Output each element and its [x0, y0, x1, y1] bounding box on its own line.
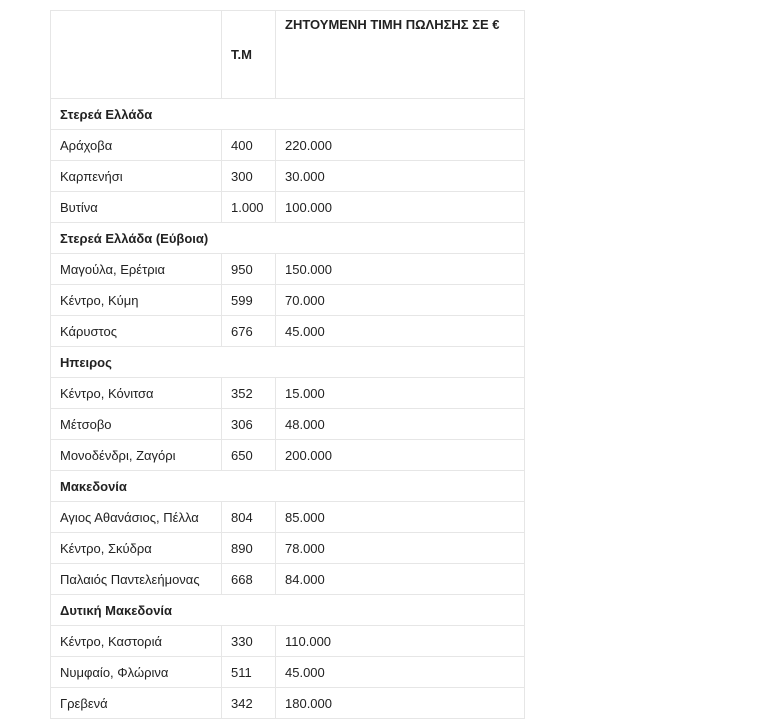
price-cell: 48.000	[276, 409, 525, 440]
section-title: Ηπειρος	[51, 347, 525, 378]
table-row	[51, 688, 525, 719]
section-row	[51, 595, 525, 626]
location-cell: Μονοδένδρι, Ζαγόρι	[51, 440, 222, 471]
area-cell: 599	[222, 285, 276, 316]
price-cell: 70.000	[276, 285, 525, 316]
section-row	[51, 471, 525, 502]
table-row	[51, 626, 525, 657]
area-cell: 650	[222, 440, 276, 471]
section-row	[51, 223, 525, 254]
price-cell: 110.000	[276, 626, 525, 657]
location-cell: Νυμφαίο, Φλώρινα	[51, 657, 222, 688]
area-cell: 400	[222, 130, 276, 161]
location-cell: Κέντρο, Καστοριά	[51, 626, 222, 657]
table-row	[51, 564, 525, 595]
location-cell: Κέντρο, Σκύδρα	[51, 533, 222, 564]
section-row	[51, 347, 525, 378]
table-row	[51, 378, 525, 409]
table-row	[51, 440, 525, 471]
table-header-row	[51, 11, 525, 99]
area-cell: 676	[222, 316, 276, 347]
location-cell: Μαγούλα, Ερέτρια	[51, 254, 222, 285]
location-cell: Κέντρο, Κόνιτσα	[51, 378, 222, 409]
table-row	[51, 409, 525, 440]
area-cell: 950	[222, 254, 276, 285]
table-row	[51, 192, 525, 223]
table-row	[51, 316, 525, 347]
table-row	[51, 533, 525, 564]
section-title: Στερεά Ελλάδα (Εύβοια)	[51, 223, 525, 254]
price-cell: 45.000	[276, 657, 525, 688]
table-row	[51, 161, 525, 192]
location-cell: Αράχοβα	[51, 130, 222, 161]
location-cell: Καρπενήσι	[51, 161, 222, 192]
location-cell: Βυτίνα	[51, 192, 222, 223]
header-area: Τ.Μ	[222, 11, 276, 99]
location-cell: Γρεβενά	[51, 688, 222, 719]
price-cell: 150.000	[276, 254, 525, 285]
price-cell: 100.000	[276, 192, 525, 223]
area-cell: 511	[222, 657, 276, 688]
area-cell: 668	[222, 564, 276, 595]
section-row	[51, 99, 525, 130]
area-cell: 804	[222, 502, 276, 533]
section-title: Δυτική Μακεδονία	[51, 595, 525, 626]
section-title: Στερεά Ελλάδα	[51, 99, 525, 130]
price-cell: 85.000	[276, 502, 525, 533]
property-price-table	[50, 10, 525, 719]
area-cell: 342	[222, 688, 276, 719]
table-row	[51, 657, 525, 688]
area-cell: 306	[222, 409, 276, 440]
price-cell: 200.000	[276, 440, 525, 471]
table-row	[51, 254, 525, 285]
price-cell: 180.000	[276, 688, 525, 719]
location-cell: Παλαιός Παντελεήμονας	[51, 564, 222, 595]
price-cell: 84.000	[276, 564, 525, 595]
area-cell: 890	[222, 533, 276, 564]
price-cell: 30.000	[276, 161, 525, 192]
header-location	[51, 11, 222, 99]
price-cell: 15.000	[276, 378, 525, 409]
area-cell: 352	[222, 378, 276, 409]
price-cell: 45.000	[276, 316, 525, 347]
table-row	[51, 502, 525, 533]
price-cell: 78.000	[276, 533, 525, 564]
location-cell: Κέντρο, Κύμη	[51, 285, 222, 316]
area-cell: 330	[222, 626, 276, 657]
price-cell: 220.000	[276, 130, 525, 161]
header-price: ΖΗΤΟΥΜΕΝΗ ΤΙΜΗ ΠΩΛΗΣΗΣ ΣΕ €	[276, 11, 525, 99]
section-title: Μακεδονία	[51, 471, 525, 502]
location-cell: Αγιος Αθανάσιος, Πέλλα	[51, 502, 222, 533]
table-row	[51, 285, 525, 316]
area-cell: 300	[222, 161, 276, 192]
location-cell: Κάρυστος	[51, 316, 222, 347]
area-cell: 1.000	[222, 192, 276, 223]
table-row	[51, 130, 525, 161]
location-cell: Μέτσοβο	[51, 409, 222, 440]
